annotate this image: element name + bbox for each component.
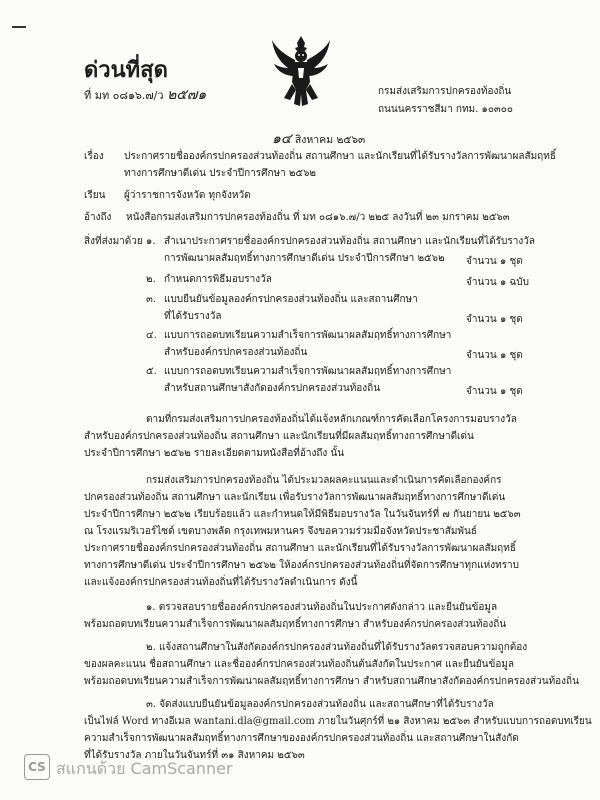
action-item-3-line-4: ที่ได้รับรางวัล ภายในวันจันทร์ที่ ๓๑ สิงหาคม ๒๕๖๓ <box>84 750 305 761</box>
subject-line-2: ทางการศึกษาดีเด่น ประจำปีการศึกษา ๒๕๖๒ <box>124 168 317 179</box>
enclosure-item-2-number: ๒. <box>146 274 156 285</box>
paragraph-2-line-4: ณ โรงแรมริเวอร์ไซด์ เขตบางพลัด กรุงเทพมหานคร จึงขอความร่วมมือจังหวัดประชาสัมพันธ์ <box>84 526 477 537</box>
paragraph-2-line-5: ประกาศรายชื่อองค์กรปกครองส่วนท้องถิ่น สถานศึกษา และนักเรียนที่ได้รับรางวัลการพัฒนาผลสัมฤทธิ์ <box>84 543 516 554</box>
action-item-1-line-1: ๑. ตรวจสอบรายชื่อองค์กรปกครองส่วนท้องถิ่นในประกาศดังกล่าว และยืนยันข้อมูล <box>146 602 498 613</box>
action-item-3-line-3: ความสำเร็จการพัฒนาผลสัมฤทธิ์ทางการศึกษาขององค์กรปกครองส่วนท้องถิ่น และสถานศึกษาในสังกัด <box>84 733 519 744</box>
enclosure-item-5-line-1: แบบการถอดบทเรียนความสำเร็จการพัฒนาผลสัมฤทธิ์ทางการศึกษา <box>164 366 452 377</box>
enclosure-item-2-quantity: จำนวน ๑ ฉบับ <box>466 277 529 288</box>
enclosure-item-4-number: ๔. <box>146 330 157 341</box>
document-number <box>84 84 206 106</box>
paragraph-2-line-2: ปกครองส่วนท้องถิ่น สถานศึกษา และนักเรียน เพื่อรับรางวัลการพัฒนาผลสัมฤทธิ์ทางการศึกษาดีเด่น <box>84 492 506 503</box>
subject-line-1: ประกาศรายชื่อองค์กรปกครองส่วนท้องถิ่น สถานศึกษา และนักเรียนที่ได้รับรางวัลการพัฒนาผลสัมฤทธิ์ <box>124 151 556 162</box>
reference-label: อ้างถึง <box>84 212 112 223</box>
subject-label: เรื่อง <box>84 151 104 162</box>
enclosure-item-3-line-1: แบบยืนยันข้อมูลองค์กรปกครองส่วนท้องถิ่น และสถานศึกษา <box>164 294 418 305</box>
document-number-handwritten: ๒๕๗๑ <box>167 87 207 103</box>
action-item-1-line-2: พร้อมถอดบทเรียนความสำเร็จการพัฒนาผลสัมฤทธิ์ทางการศึกษา สำหรับองค์กรปกครองส่วนท้องถิ่น <box>84 619 507 630</box>
enclosure-item-1-quantity: จำนวน ๑ ชุด <box>466 256 523 267</box>
paragraph-2-line-7: และแจ้งองค์กรปกครองส่วนท้องถิ่นที่ได้รับรางวัลดำเนินการ ดังนี้ <box>84 577 358 588</box>
salutation-text: ผู้ว่าราชการจังหวัด ทุกจังหวัด <box>124 190 251 201</box>
paragraph-2-line-1: กรมส่งเสริมการปกครองท้องถิ่น ได้ประมวลผลคะแนนและดำเนินการคัดเลือกองค์กร <box>146 475 502 486</box>
action-item-3-line-2: เป็นไฟล์ Word ทางอีเมล wantani.dla@gmail.com ภายในวันศุกร์ที่ ๒๑ สิงหาคม ๒๕๖๓ สำหรับแบบการถอดบทเรียน <box>84 716 592 727</box>
reference-text: หนังสือกรมส่งเสริมการปกครองท้องถิ่น ที่ มท ๐๘๑๖.๗/ว ๒๒๕ ลงวันที่ ๒๓ มกราคม ๒๕๖๓ <box>126 212 510 223</box>
garuda-emblem-icon <box>270 34 332 108</box>
enclosure-item-1-number: ๑. <box>146 236 156 247</box>
document-date <box>272 128 365 150</box>
camscanner-logo-icon: CS <box>24 754 50 780</box>
enclosure-item-5-quantity: จำนวน ๑ ชุด <box>466 386 523 397</box>
paragraph-1-line-3: ประจำปีการศึกษา ๒๕๖๒ รายละเอียดตามหนังสือที่อ้างถึง นั้น <box>84 448 345 459</box>
enclosure-item-5-number: ๕. <box>146 366 157 377</box>
paragraph-2-line-6: ทางการศึกษาดีเด่น ประจำปีการศึกษา ๒๕๖๒ ให้องค์กรปกครองส่วนท้องถิ่นที่จัดการศึกษาทุกแห่งทราบ <box>84 560 520 571</box>
date-day-handwritten: ๑๔ <box>272 131 292 147</box>
action-item-3-line-1: ๓. จัดส่งแบบยืนยันข้อมูลองค์กรปกครองส่วนท้องถิ่น และสถานศึกษาที่ได้รับรางวัล <box>146 699 494 710</box>
paragraph-1-line-2: สำหรับองค์กรปกครองส่วนท้องถิ่น สถานศึกษา และนักเรียนที่มีผลสัมฤทธิ์ทางการศึกษาดีเด่น <box>84 431 474 442</box>
urgency-heading: ด่วนที่สุด <box>84 58 168 83</box>
action-item-2-line-1: ๒. แจ้งสถานศึกษาในสังกัดองค์กรปกครองส่วนท้องถิ่นที่ได้รับรางวัลตรวจสอบความถูกต้อง <box>146 642 528 653</box>
enclosure-item-1-line-1: สำเนาประกาศรายชื่อองค์กรปกครองส่วนท้องถิ่น สถานศึกษา และนักเรียนที่ได้รับรางวัล <box>164 236 535 247</box>
issuing-office: กรมส่งเสริมการปกครองท้องถิ่น <box>378 86 512 97</box>
enclosure-item-3-number: ๓. <box>146 294 157 305</box>
paragraph-1-line-1: ตามที่กรมส่งเสริมการปกครองท้องถิ่นได้แจ้งหลักเกณฑ์การคัดเลือกโครงการมอบรางวัล <box>146 414 517 425</box>
enclosure-item-2-line-1: กำหนดการพิธีมอบรางวัล <box>164 274 272 285</box>
enclosure-item-4-line-1: แบบการถอดบทเรียนความสำเร็จการพัฒนาผลสัมฤทธิ์ทางการศึกษา <box>164 330 452 341</box>
document-number-prefix: ที่ มท ๐๘๑๖.๗/ว <box>84 89 164 102</box>
enclosure-item-3-line-2: ที่ได้รับรางวัล <box>164 311 222 322</box>
margin-mark <box>12 26 26 28</box>
salutation-label: เรียน <box>84 190 106 201</box>
camscanner-watermark: สแกนด้วย CamScanner <box>56 759 233 778</box>
enclosure-item-4-quantity: จำนวน ๑ ชุด <box>466 350 523 361</box>
action-item-2-line-2: ของผลคะแนน ชื่อสถานศึกษา และชื่อองค์กรปกครองส่วนท้องถิ่นต้นสังกัดในประกาศ และยืนยันข้อมูล <box>84 659 515 670</box>
enclosure-item-3-quantity: จำนวน ๑ ชุด <box>466 314 523 325</box>
enclosure-item-4-line-2: สำหรับองค์กรปกครองส่วนท้องถิ่น <box>164 347 308 358</box>
enclosures-label: สิ่งที่ส่งมาด้วย <box>84 236 143 247</box>
paragraph-2-line-3: ประจำปีการศึกษา ๒๕๖๒ เรียบร้อยแล้ว และกำหนดให้มีพิธีมอบรางวัล ในวันจันทร์ที่ ๗ กันยายน ๒๕๖๓ <box>84 509 521 520</box>
action-item-2-line-3: พร้อมถอดบทเรียนความสำเร็จการพัฒนาผลสัมฤทธิ์ทางการศึกษา สำหรับสถานศึกษาสังกัดองค์กรปกครองส่วนท้องถิ่น <box>84 676 579 687</box>
enclosure-item-5-line-2: สำหรับสถานศึกษาสังกัดองค์กรปกครองส่วนท้องถิ่น <box>164 383 381 394</box>
office-address: ถนนนครราชสีมา กทม. ๑๐๓๐๐ <box>378 104 513 115</box>
enclosure-item-1-line-2: การพัฒนาผลสัมฤทธิ์ทางการศึกษาดีเด่น ประจำปีการศึกษา ๒๕๖๒ <box>164 253 445 264</box>
date-month-year: สิงหาคม ๒๕๖๓ <box>294 134 366 146</box>
